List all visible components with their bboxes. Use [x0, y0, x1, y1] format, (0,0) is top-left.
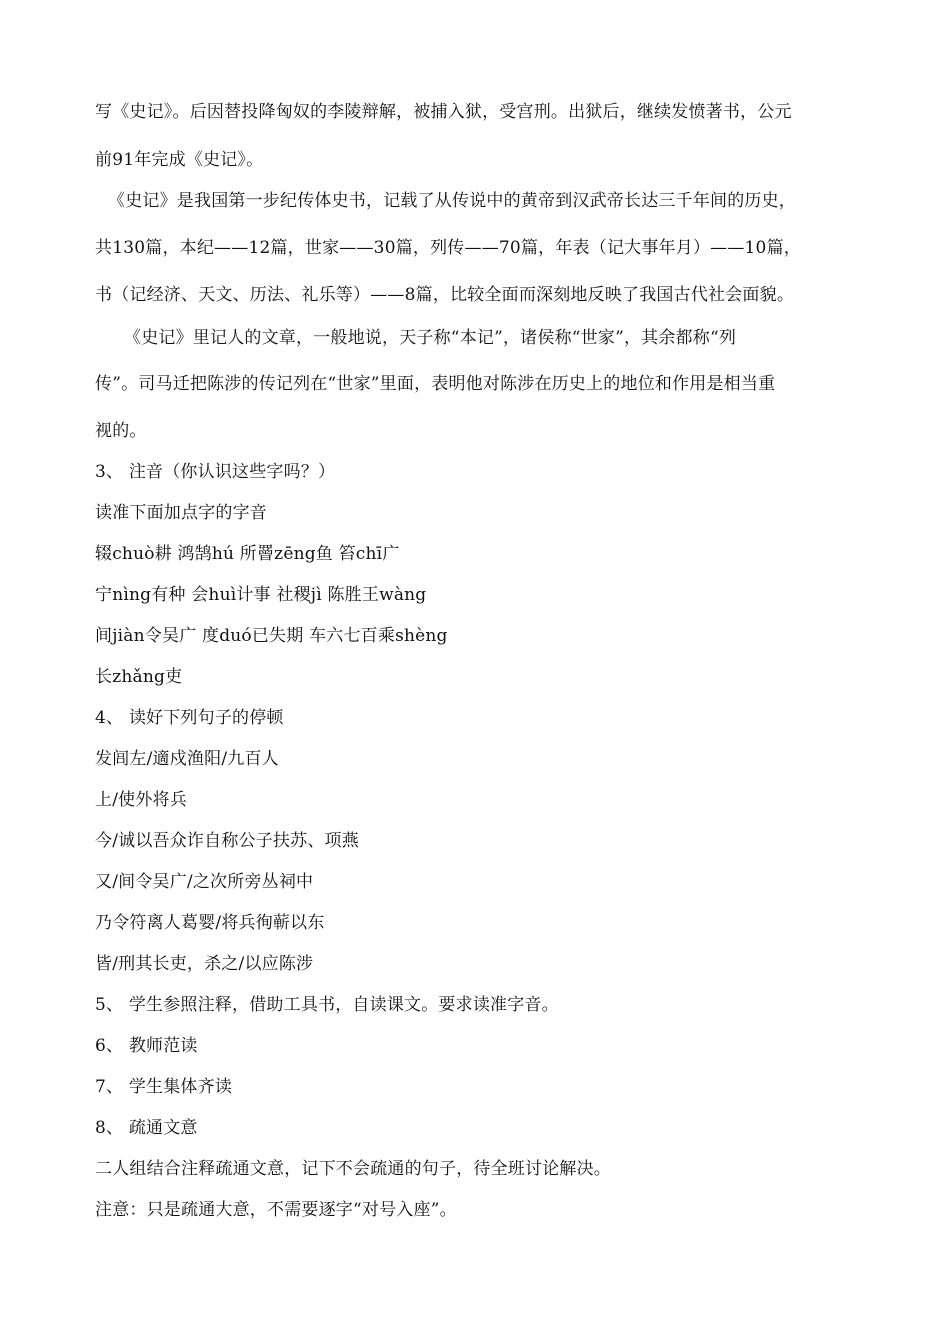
pinyin-row: 宁nìng有种 会huì计事 社稷jì 陈胜王wàng	[95, 585, 427, 605]
pinyin-row: 长zhǎng吏	[95, 667, 183, 687]
paragraph-line: 《史记》里记人的文章，一般地说，天子称“本记”，诸侯称“世家”，其余都称“列	[124, 328, 737, 348]
pinyin-row: 间jiàn令吴广 度duó已失期 车六七百乘shèng	[95, 626, 448, 646]
paragraph-line: 传”。司马迁把陈涉的传记列在“世家”里面，表明他对陈涉在历史上的地位和作用是相当重	[95, 374, 776, 394]
closing-line: 注意：只是疏通大意，不需要逐字“对号入座”。	[95, 1200, 457, 1220]
paragraph-line: 书（记经济、天文、历法、礼乐等）——8篇，比较全面而深刻地反映了我国古代社会面貌。	[95, 285, 795, 305]
closing-line: 二人组结合注释疏通文意，记下不会疏通的句子，待全班讨论解决。	[95, 1159, 611, 1179]
pause-sentence: 皆/刑其长吏，杀之/以应陈涉	[95, 954, 314, 974]
paragraph-line: 《史记》是我国第一步纪传体史书，记载了从传说中的黄帝到汉武帝长达三千年间的历史，	[108, 191, 796, 211]
pause-sentence: 乃令符离人葛婴/将兵徇蕲以东	[95, 913, 325, 933]
pause-sentence: 今/诚以吾众诈自称公子扶苏、项燕	[95, 831, 359, 851]
pause-sentence: 发闾左/適戍渔阳/九百人	[95, 749, 279, 769]
paragraph-line: 写《史记》。后因替投降匈奴的李陵辩解，被捕入狱，受宫刑。出狱后，继续发愤著书，公元	[95, 102, 792, 122]
paragraph-line: 视的。	[95, 421, 147, 441]
paragraph-line: 前91年完成《史记》。	[95, 150, 264, 170]
paragraph-line: 共130篇，本纪——12篇，世家——30篇，列传——70篇，年表（记大事年月）——10篇，	[95, 238, 801, 258]
section-heading: 3、 注音（你认识这些字吗？）	[95, 462, 336, 482]
list-item: 6、 教师范读	[95, 1036, 198, 1056]
pause-sentence: 又/间令吴广/之次所旁丛祠中	[95, 872, 314, 892]
pause-sentence: 上/使外将兵	[95, 790, 187, 810]
list-item: 8、 疏通文意	[95, 1118, 198, 1138]
list-item: 5、 学生参照注释，借助工具书，自读课文。要求读准字音。	[95, 995, 559, 1015]
list-item: 7、 学生集体齐读	[95, 1077, 233, 1097]
section-heading: 4、 读好下列句子的停顿	[95, 708, 284, 728]
section-intro: 读准下面加点字的字音	[95, 503, 267, 523]
pinyin-row: 辍chuò耕 鸿鹄hú 所罾zēng鱼 笞chī广	[95, 544, 400, 564]
